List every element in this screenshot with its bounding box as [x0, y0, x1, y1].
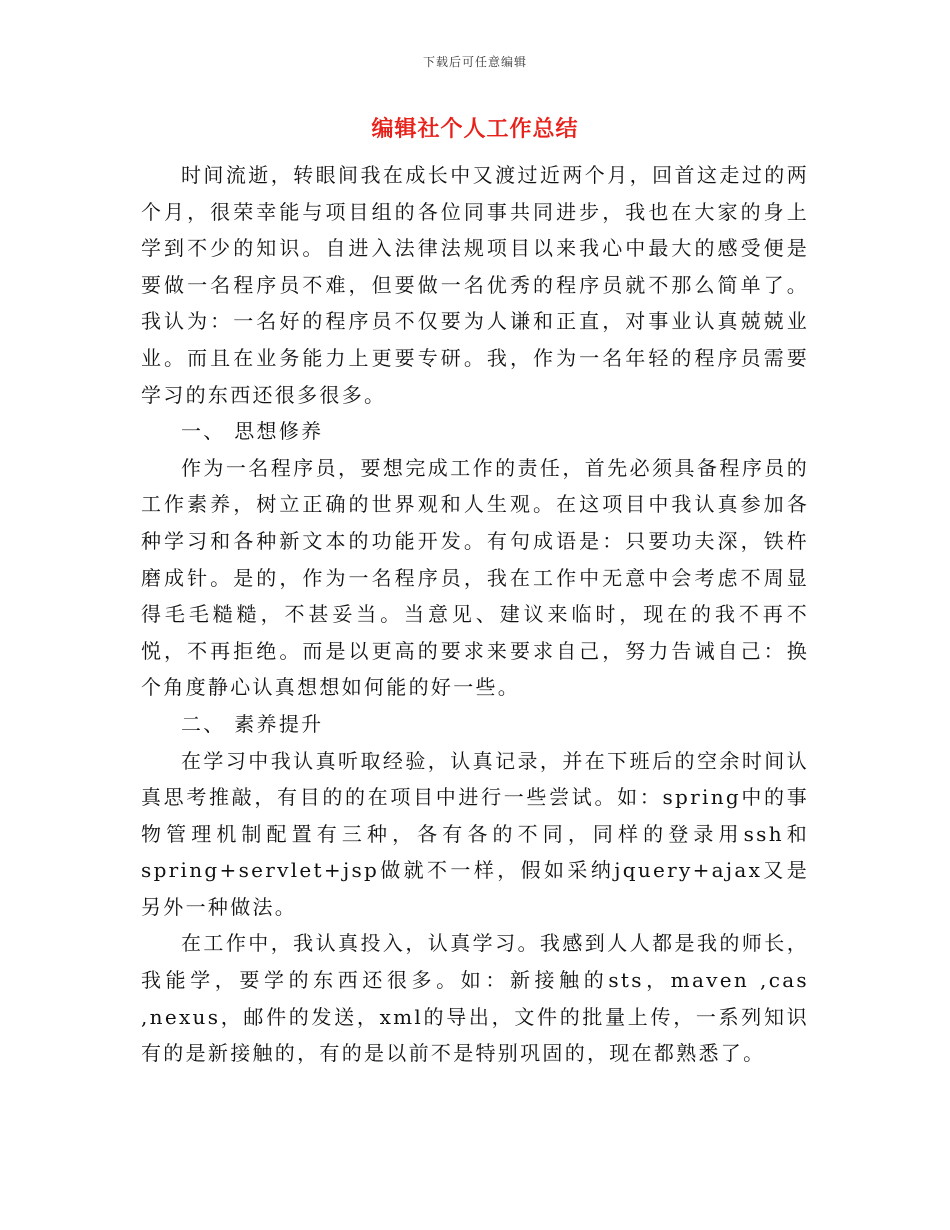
document-title: 编辑社个人工作总结 — [371, 117, 579, 142]
paragraph-learning: 在学习中我认真听取经验，认真记录，并在下班后的空余时间认真思考推敲，有目的的在项目中进行一些尝试。如：spring中的事物管理机制配置有三种，各有各的不同，同样的登录用ssh和spring+servlet+jsp做就不一样，假如采纳jquery+ajax又是另外一种做法。 — [141, 748, 809, 919]
header-note: 下载后可任意编辑 — [422, 55, 527, 69]
section-heading-2: 二、 素养提升 — [181, 711, 324, 736]
paragraph-work: 在工作中，我认真投入，认真学习。我感到人人都是我的师长，我能学，要学的东西还很多。如：新接触的sts，maven ,cas ,nexus，邮件的发送，xml的导出，文件的批量上传，一系列知识有的是新接触的，有的是以前不是特别巩固的，现在都熟悉了。 — [141, 931, 809, 1066]
paragraph-thought: 作为一名程序员，要想完成工作的责任，首先必须具备程序员的工作素养，树立正确的世界观和人生观。在这项目中我认真参加各种学习和各种新文本的功能开发。有句成语是：只要功夫深，铁杵磨成针。是的，作为一名程序员，我在工作中无意中会考虑不周显得毛毛糙糙，不甚妥当。当意见、建议来临时，现在的我不再不悦，不再拒绝。而是以更高的要求来要求自己，努力告诫自己：换个角度静心认真想想如何能的好一些。 — [141, 455, 809, 700]
section-heading-1: 一、 思想修养 — [181, 419, 324, 444]
paragraph-intro: 时间流逝，转眼间我在成长中又渡过近两个月，回首这走过的两个月，很荣幸能与项目组的各位同事共同进步，我也在大家的身上学到不少的知识。自进入法律法规项目以来我心中最大的感受便是要做一名程序员不难，但要做一名优秀的程序员就不那么简单了。我认为：一名好的程序员不仅要为人谦和正直，对事业认真兢兢业业。而且在业务能力上更要专研。我，作为一名年轻的程序员需要学习的东西还很多很多。 — [141, 163, 809, 407]
document-body — [141, 157, 809, 1072]
